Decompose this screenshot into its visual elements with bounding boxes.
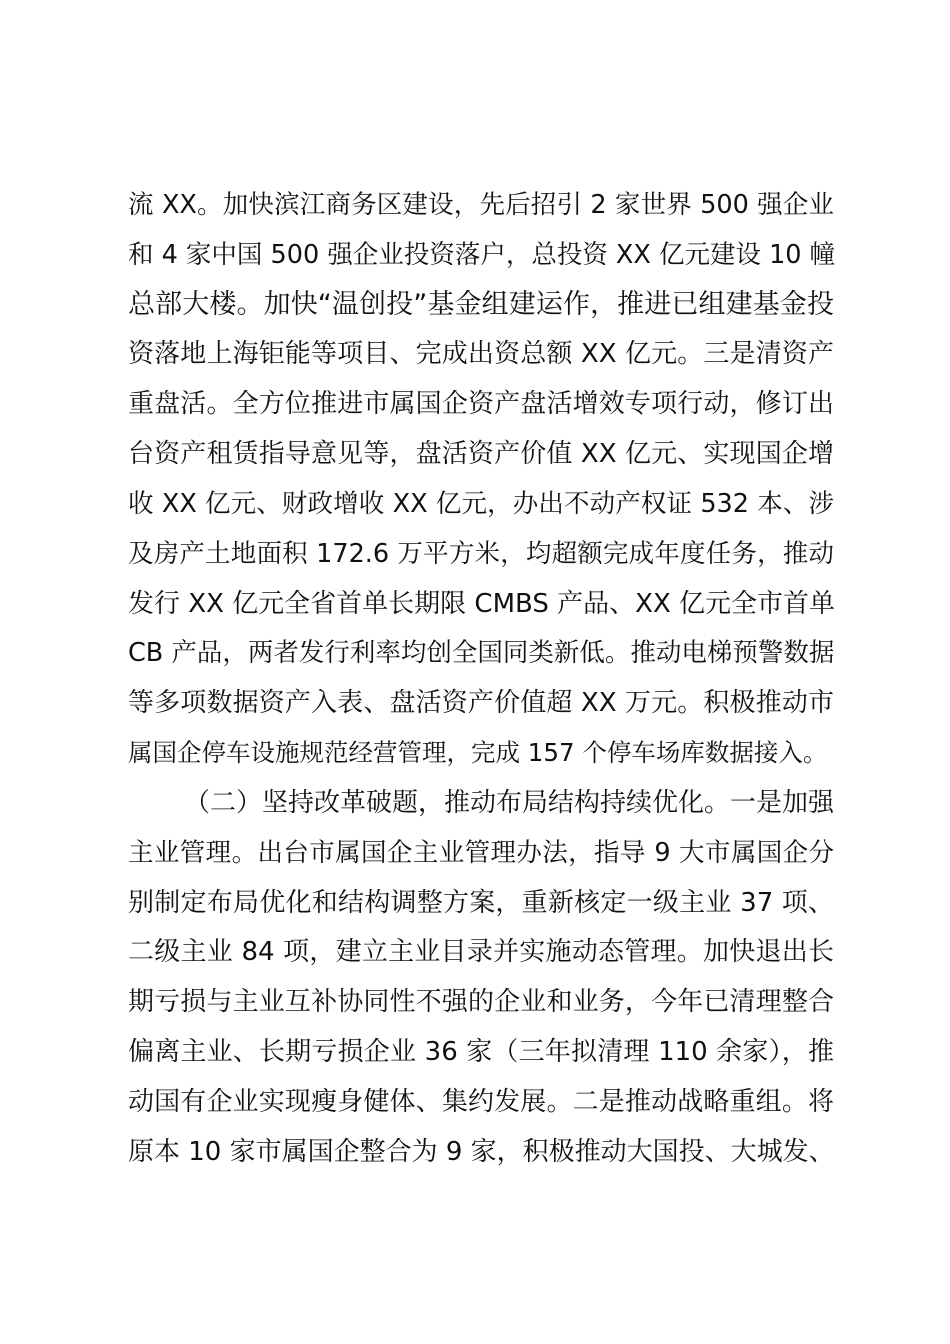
text-line: 发行 XX 亿元全省首单长期限 CMBS 产品、XX 亿元全市首单 [128, 589, 836, 619]
text-line: 原本 10 家市属国企整合为 9 家，积极推动大国投、大城发、 [128, 1137, 835, 1167]
text-line: 和 4 家中国 500 强企业投资落户，总投资 XX 亿元建设 10 幢 [128, 240, 836, 270]
text-line: 动国有企业实现瘦身健体、集约发展。二是推动战略重组。将 [128, 1087, 834, 1117]
text-line: 属国企停车设施规范经营管理，完成 157 个停车场库数据接入。 [128, 738, 828, 767]
text-line: 偏离主业、长期亏损企业 36 家（三年拟清理 110 余家），推 [128, 1037, 834, 1067]
text-line: 台资产租赁指导意见等，盘活资产价值 XX 亿元、实现国企增 [128, 439, 834, 469]
text-line: 重盘活。全方位推进市属国企资产盘活增效专项行动，修订出 [128, 389, 834, 419]
text-line: 流 XX。加快滨江商务区建设，先后招引 2 家世界 500 强企业 [128, 190, 834, 220]
text-line: 收 XX 亿元、财政增收 XX 亿元，办出不动产权证 532 本、涉 [128, 489, 834, 519]
section-heading-line: （二）坚持改革破题，推动布局结构持续优化。一是加强 [184, 788, 835, 818]
text-line: 二级主业 84 项，建立主业目录并实施动态管理。加快退出长 [128, 937, 834, 967]
text-line: 资落地上海钜能等项目、完成出资总额 XX 亿元。三是清资产 [128, 339, 834, 369]
text-line: 主业管理。出台市属国企主业管理办法，指导 9 大市属国企分 [128, 838, 834, 868]
text-line: 及房产土地面积 172.6 万平方米，均超额完成年度任务，推动 [128, 539, 834, 569]
text-line: 别制定布局优化和结构调整方案，重新核定一级主业 37 项、 [128, 888, 834, 918]
text-line: 等多项数据资产入表、盘活资产价值超 XX 万元。积极推动市 [128, 688, 834, 718]
text-line: 总部大楼。加快“温创投”基金组建运作，推进已组建基金投 [128, 289, 834, 320]
text-line: 期亏损与主业互补协同性不强的企业和业务，今年已清理整合 [128, 987, 834, 1017]
text-line: CB 产品，两者发行利率均创全国同类新低。推动电梯预警数据 [128, 638, 835, 668]
